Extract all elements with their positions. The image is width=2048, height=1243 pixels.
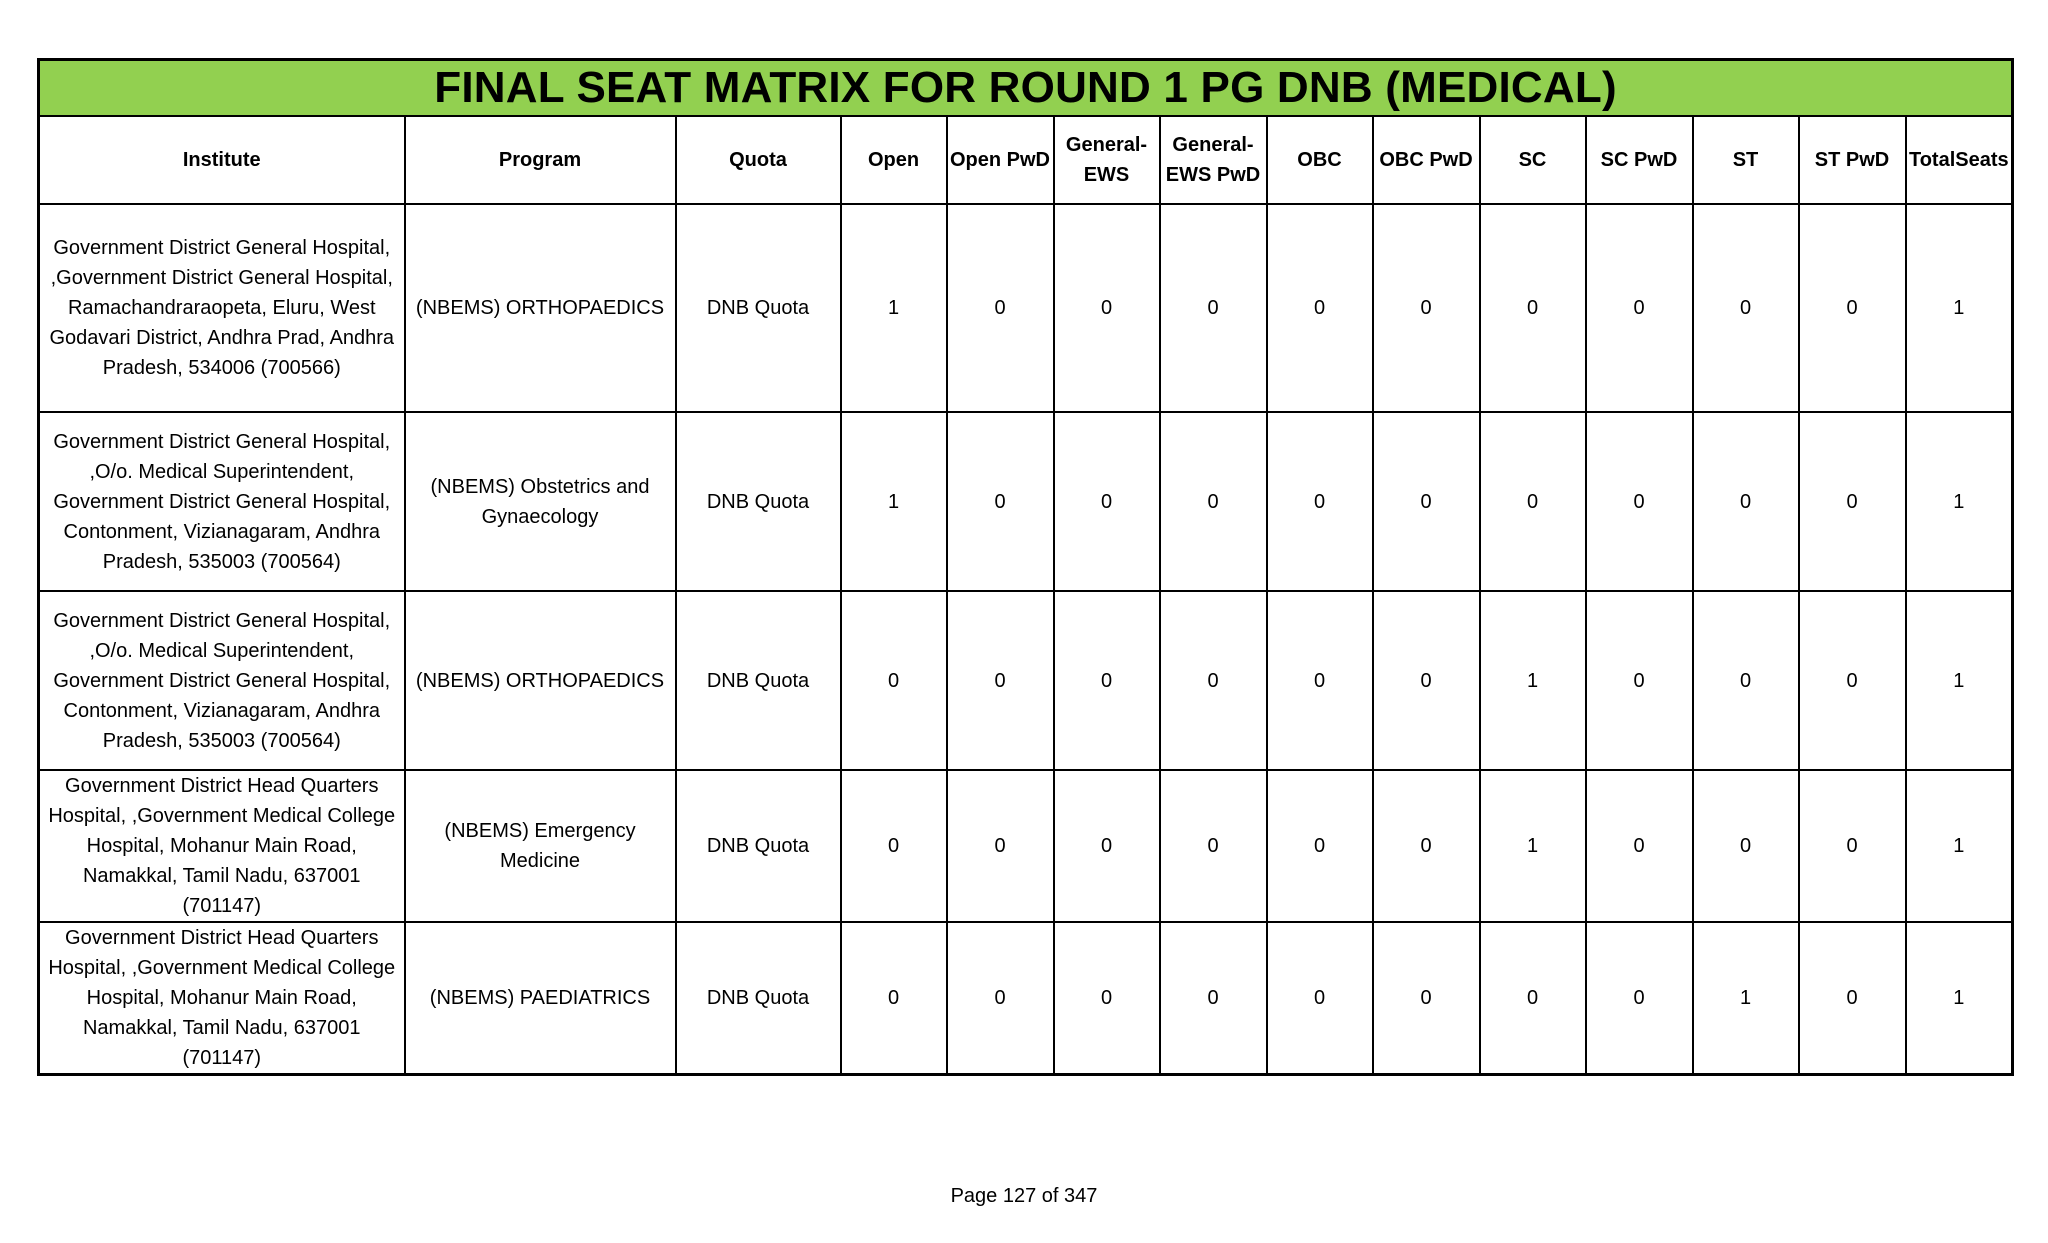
total-seats-cell: 1 bbox=[1906, 412, 2013, 591]
total-seats-cell: 1 bbox=[1906, 591, 2013, 770]
institute-cell: Government District General Hospital, ,O/o. Medical Superintendent, Government District General Hospital, Contonment, Vizianagaram, Andhra Pradesh, 535003 (700564) bbox=[39, 591, 405, 770]
st-pwd-cell: 0 bbox=[1799, 204, 1906, 412]
page-title: FINAL SEAT MATRIX FOR ROUND 1 PG DNB (MEDICAL) bbox=[39, 60, 2013, 117]
total-seats-cell: 1 bbox=[1906, 770, 2013, 922]
sc-cell: 0 bbox=[1480, 204, 1586, 412]
program-cell: (NBEMS) PAEDIATRICS bbox=[405, 922, 676, 1075]
program-cell: (NBEMS) ORTHOPAEDICS bbox=[405, 591, 676, 770]
table-row bbox=[39, 412, 2013, 591]
table-row bbox=[39, 204, 2013, 412]
general-ews-pwd-cell: 0 bbox=[1160, 204, 1267, 412]
obc-pwd-cell: 0 bbox=[1373, 591, 1480, 770]
quota-cell: DNB Quota bbox=[676, 770, 841, 922]
column-header: OBC bbox=[1267, 116, 1373, 204]
column-header: General-EWS bbox=[1054, 116, 1160, 204]
obc-cell: 0 bbox=[1267, 770, 1373, 922]
st-pwd-cell: 0 bbox=[1799, 770, 1906, 922]
institute-cell: Government District General Hospital, ,O/o. Medical Superintendent, Government District General Hospital, Contonment, Vizianagaram, Andhra Pradesh, 535003 (700564) bbox=[39, 412, 405, 591]
institute-cell: Government District General Hospital, ,Government District General Hospital, Ramachandraraopeta, Eluru, West Godavari District, Andhra Prad, Andhra Pradesh, 534006 (700566) bbox=[39, 204, 405, 412]
general-ews-cell: 0 bbox=[1054, 204, 1160, 412]
obc-pwd-cell: 0 bbox=[1373, 770, 1480, 922]
open-cell: 1 bbox=[841, 204, 947, 412]
st-cell: 0 bbox=[1693, 204, 1799, 412]
column-header: Program bbox=[405, 116, 676, 204]
header-row bbox=[39, 116, 2013, 204]
open-pwd-cell: 0 bbox=[947, 591, 1054, 770]
obc-pwd-cell: 0 bbox=[1373, 412, 1480, 591]
st-pwd-cell: 0 bbox=[1799, 591, 1906, 770]
institute-cell: Government District Head Quarters Hospital, ,Government Medical College Hospital, Mohanur Main Road, Namakkal, Tamil Nadu, 637001 (701147) bbox=[39, 922, 405, 1075]
sc-pwd-cell: 0 bbox=[1586, 922, 1693, 1075]
table-row bbox=[39, 922, 2013, 1075]
open-pwd-cell: 0 bbox=[947, 922, 1054, 1075]
page-number: Page 127 of 347 bbox=[950, 1185, 1098, 1207]
open-pwd-cell: 0 bbox=[947, 412, 1054, 591]
column-header: General-EWS PwD bbox=[1160, 116, 1267, 204]
general-ews-cell: 0 bbox=[1054, 770, 1160, 922]
sc-cell: 0 bbox=[1480, 412, 1586, 591]
general-ews-cell: 0 bbox=[1054, 922, 1160, 1075]
column-header: OBC PwD bbox=[1373, 116, 1480, 204]
obc-pwd-cell: 0 bbox=[1373, 204, 1480, 412]
program-cell: (NBEMS) ORTHOPAEDICS bbox=[405, 204, 676, 412]
column-header: ST bbox=[1693, 116, 1799, 204]
total-seats-cell: 1 bbox=[1906, 204, 2013, 412]
column-header: Open PwD bbox=[947, 116, 1054, 204]
table-row bbox=[39, 770, 2013, 922]
st-cell: 0 bbox=[1693, 412, 1799, 591]
column-header: Quota bbox=[676, 116, 841, 204]
table-row bbox=[39, 591, 2013, 770]
institute-cell: Government District Head Quarters Hospital, ,Government Medical College Hospital, Mohanur Main Road, Namakkal, Tamil Nadu, 637001 (701147) bbox=[39, 770, 405, 922]
column-header: ST PwD bbox=[1799, 116, 1906, 204]
general-ews-pwd-cell: 0 bbox=[1160, 591, 1267, 770]
general-ews-pwd-cell: 0 bbox=[1160, 770, 1267, 922]
sc-cell: 1 bbox=[1480, 770, 1586, 922]
quota-cell: DNB Quota bbox=[676, 204, 841, 412]
sc-pwd-cell: 0 bbox=[1586, 591, 1693, 770]
quota-cell: DNB Quota bbox=[676, 922, 841, 1075]
open-cell: 0 bbox=[841, 770, 947, 922]
quota-cell: DNB Quota bbox=[676, 412, 841, 591]
sc-pwd-cell: 0 bbox=[1586, 770, 1693, 922]
sc-cell: 1 bbox=[1480, 591, 1586, 770]
general-ews-pwd-cell: 0 bbox=[1160, 412, 1267, 591]
column-header: Open bbox=[841, 116, 947, 204]
obc-cell: 0 bbox=[1267, 204, 1373, 412]
title-row bbox=[39, 60, 2013, 117]
general-ews-cell: 0 bbox=[1054, 412, 1160, 591]
open-cell: 0 bbox=[841, 591, 947, 770]
document-page bbox=[37, 58, 2011, 1076]
open-pwd-cell: 0 bbox=[947, 204, 1054, 412]
sc-pwd-cell: 0 bbox=[1586, 204, 1693, 412]
program-cell: (NBEMS) Obstetrics and Gynaecology bbox=[405, 412, 676, 591]
column-header: Institute bbox=[39, 116, 405, 204]
obc-cell: 0 bbox=[1267, 591, 1373, 770]
sc-cell: 0 bbox=[1480, 922, 1586, 1075]
st-pwd-cell: 0 bbox=[1799, 412, 1906, 591]
program-cell: (NBEMS) Emergency Medicine bbox=[405, 770, 676, 922]
column-header: SC bbox=[1480, 116, 1586, 204]
total-seats-cell: 1 bbox=[1906, 922, 2013, 1075]
general-ews-cell: 0 bbox=[1054, 591, 1160, 770]
general-ews-pwd-cell: 0 bbox=[1160, 922, 1267, 1075]
sc-pwd-cell: 0 bbox=[1586, 412, 1693, 591]
st-cell: 0 bbox=[1693, 591, 1799, 770]
obc-cell: 0 bbox=[1267, 922, 1373, 1075]
st-pwd-cell: 0 bbox=[1799, 922, 1906, 1075]
obc-cell: 0 bbox=[1267, 412, 1373, 591]
open-cell: 1 bbox=[841, 412, 947, 591]
seat-matrix-table bbox=[37, 58, 2014, 1076]
quota-cell: DNB Quota bbox=[676, 591, 841, 770]
column-header: TotalSeats bbox=[1906, 116, 2013, 204]
column-header: SC PwD bbox=[1586, 116, 1693, 204]
st-cell: 0 bbox=[1693, 770, 1799, 922]
st-cell: 1 bbox=[1693, 922, 1799, 1075]
open-pwd-cell: 0 bbox=[947, 770, 1054, 922]
obc-pwd-cell: 0 bbox=[1373, 922, 1480, 1075]
open-cell: 0 bbox=[841, 922, 947, 1075]
